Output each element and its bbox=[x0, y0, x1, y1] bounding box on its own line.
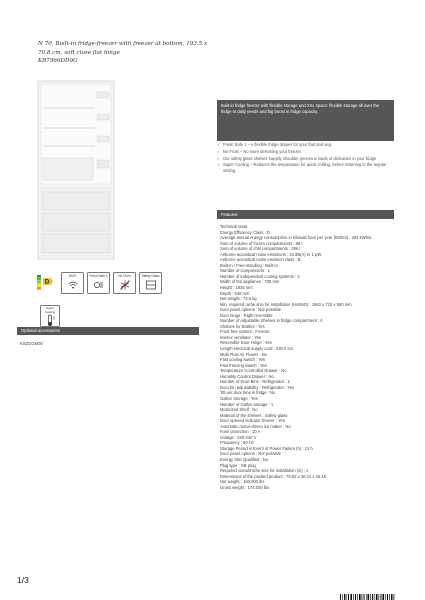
bullet-item: ✓ Fresh Safe 1 – A flexible fridge drawer for your fruit and veg. bbox=[217, 142, 332, 147]
safety-glass-tile: Safety Glass bbox=[139, 272, 162, 294]
no-frost-icon bbox=[119, 279, 131, 291]
spec-line: Width of the appliance : 708 mm bbox=[220, 279, 280, 285]
spec-line: Net weight : 72.8 kg bbox=[220, 296, 257, 302]
spec-line: Fast freezing switch : Yes bbox=[220, 362, 267, 368]
check-icon: ✓ bbox=[217, 148, 221, 154]
spec-line: Average annual energy consumption in kilowatt hour per year (kWh/a) : 204 kWh/a bbox=[220, 235, 372, 241]
check-icon: ✓ bbox=[217, 162, 221, 168]
check-icon: ✓ bbox=[217, 155, 221, 161]
spec-line: Voltage : 220-240 V bbox=[220, 434, 257, 440]
spec-line: Door panel options : Not possible bbox=[220, 307, 281, 313]
spec-line: Multi Flow Air Flower : No bbox=[220, 351, 267, 357]
page-number: 1/3 bbox=[17, 575, 29, 585]
wifi-icon bbox=[67, 279, 79, 291]
spec-line: Length electrical supply cord : 230.0 cm bbox=[220, 346, 293, 352]
technical-data-heading: Technical Data bbox=[220, 224, 248, 229]
no-frost-tile: No Frost bbox=[113, 272, 136, 294]
title-line-2: 70.8 cm, soft close flat hinge bbox=[38, 49, 120, 56]
spec-line: Depth : 548 mm bbox=[220, 290, 250, 296]
spec-line: Fast cooling switch : Yes bbox=[220, 357, 266, 363]
spec-line: Automatic motor-driven ice maker : No bbox=[220, 423, 291, 429]
spec-line: Frequency : 50 Hz bbox=[220, 440, 254, 446]
spec-line: Number of Gallon storage : 1 bbox=[220, 401, 274, 407]
spec-line: Number of independent cooling systems : 2 bbox=[220, 273, 300, 279]
super-cooling-tile: Super Cooling bbox=[40, 305, 60, 327]
safety-glass-icon bbox=[145, 279, 157, 291]
features-heading: Features bbox=[217, 210, 394, 219]
spec-line: Fuse protection : 10 A bbox=[220, 429, 261, 435]
title-line-1: N 70, Built-in fridge-freezer with freezer at bottom, 193.5 x bbox=[38, 41, 208, 47]
spec-line: Gross weight : 174.000 lbs bbox=[220, 484, 270, 490]
spec-line: Motorized Shelf : No bbox=[220, 407, 258, 413]
bullet-item: ✓ Our safety glass shelves happily shoulder generous loads of delicacies in your fridge bbox=[217, 155, 377, 161]
check-icon: ✓ bbox=[217, 142, 221, 147]
product-title bbox=[38, 40, 228, 66]
spec-line: Shelves for Bottles : Yes bbox=[220, 323, 265, 329]
spec-line: Number of compressors : 1 bbox=[220, 268, 270, 274]
spec-line: Built-in / Free-standing : Built-in bbox=[220, 262, 278, 268]
spec-line: Door opened indicator freezer : Yes bbox=[220, 418, 285, 424]
bullet-item: ✓ Home Connect – Add your smart fridge to your home network and stay connected to your kitchen. bbox=[217, 130, 385, 141]
spec-line: Energy Efficiency Class : D bbox=[220, 229, 270, 235]
energy-class-letter: D bbox=[44, 279, 50, 286]
check-icon: ✓ bbox=[217, 130, 221, 135]
wifi-tile: Wi-Fi bbox=[61, 272, 84, 294]
spec-line: Required cutout/niche size for installation (in) : x bbox=[220, 468, 309, 474]
spec-line: Temperature Controlled Drawer : No bbox=[220, 368, 287, 374]
spec-line: Number of Door Bins - Refrigerator : 1 bbox=[220, 379, 290, 385]
bullet-item: ✓ No Frost – No more defrosting your freezer. bbox=[217, 148, 302, 154]
spec-line: Door bin adjustability - Refrigerator : Yes bbox=[220, 384, 295, 390]
technical-data-list bbox=[220, 224, 392, 490]
spec-line: Energy Star Qualified : No bbox=[220, 456, 269, 462]
barcode-icon bbox=[340, 594, 395, 600]
fresh-safe-icon bbox=[93, 279, 105, 291]
bullet-item: ✓ Super Cooling – Reduces the temperature for quick chilling, before returning to the regular setting. bbox=[217, 162, 387, 173]
spec-line: Humidity Control Drawer : No bbox=[220, 373, 274, 379]
spec-line: Storage Period in Event of Power Failure (h) : 13 h bbox=[220, 445, 313, 451]
summary-text: Built-in fridge freezer with flexible storage and XXL space: flexible storage all over the fridge to daily needs and big boost in fridge capacity. bbox=[221, 103, 380, 114]
spec-line: Airborne acoustical noise emission class : B bbox=[220, 257, 301, 263]
fresh-safe-tile: Fresh Safe 1 bbox=[87, 272, 110, 294]
spec-line: Plug type : GB plug bbox=[220, 462, 256, 468]
spec-line: Min. required niche size for installation (HxWxD) : 1940 x 710 x 560 mm bbox=[220, 301, 352, 307]
energy-label-icon bbox=[37, 275, 53, 291]
spec-line: Sum of volume of chill compartments : 286 l bbox=[220, 246, 301, 252]
spec-line: Door panel options : Not possible bbox=[220, 451, 281, 457]
spec-line: Tilt-out door bins in fridge : No bbox=[220, 390, 276, 396]
spec-line: Dimensions of the packed product : 79.52 x 30.31 x 25.16 bbox=[220, 473, 326, 479]
spec-line: Number of Adjustable Shelves in fridge compartment : 4 bbox=[220, 318, 323, 324]
spec-line: Frost free system : Freezer bbox=[220, 329, 270, 335]
feature-bullets bbox=[217, 130, 394, 174]
spec-line: Door hinge : Right reversible bbox=[220, 312, 273, 318]
spec-line: Reversible Door Hinge : Yes bbox=[220, 340, 272, 346]
model-number: KB7966DD0G bbox=[38, 58, 78, 65]
spec-line: Height : 1935 mm bbox=[220, 285, 253, 291]
spec-line: Net weight : 160.000 lbs bbox=[220, 479, 265, 485]
accessory-item: KSZGGM00 bbox=[20, 341, 43, 346]
spec-line: Interior ventilator : Yes bbox=[220, 334, 261, 340]
spec-line: Sum of volume of frozen compartments : 98 l bbox=[220, 240, 303, 246]
accessories-heading: Optional accessories bbox=[17, 327, 199, 335]
thermometer-icon bbox=[44, 314, 56, 327]
product-image bbox=[37, 80, 115, 260]
spec-line: Material of the shelves : Safety glass bbox=[220, 412, 288, 418]
spec-line: Gallon Storage : Yes bbox=[220, 395, 258, 401]
spec-line: Airborne acoustical noise emissions : 33 dB(A) re 1 pW bbox=[220, 251, 322, 257]
